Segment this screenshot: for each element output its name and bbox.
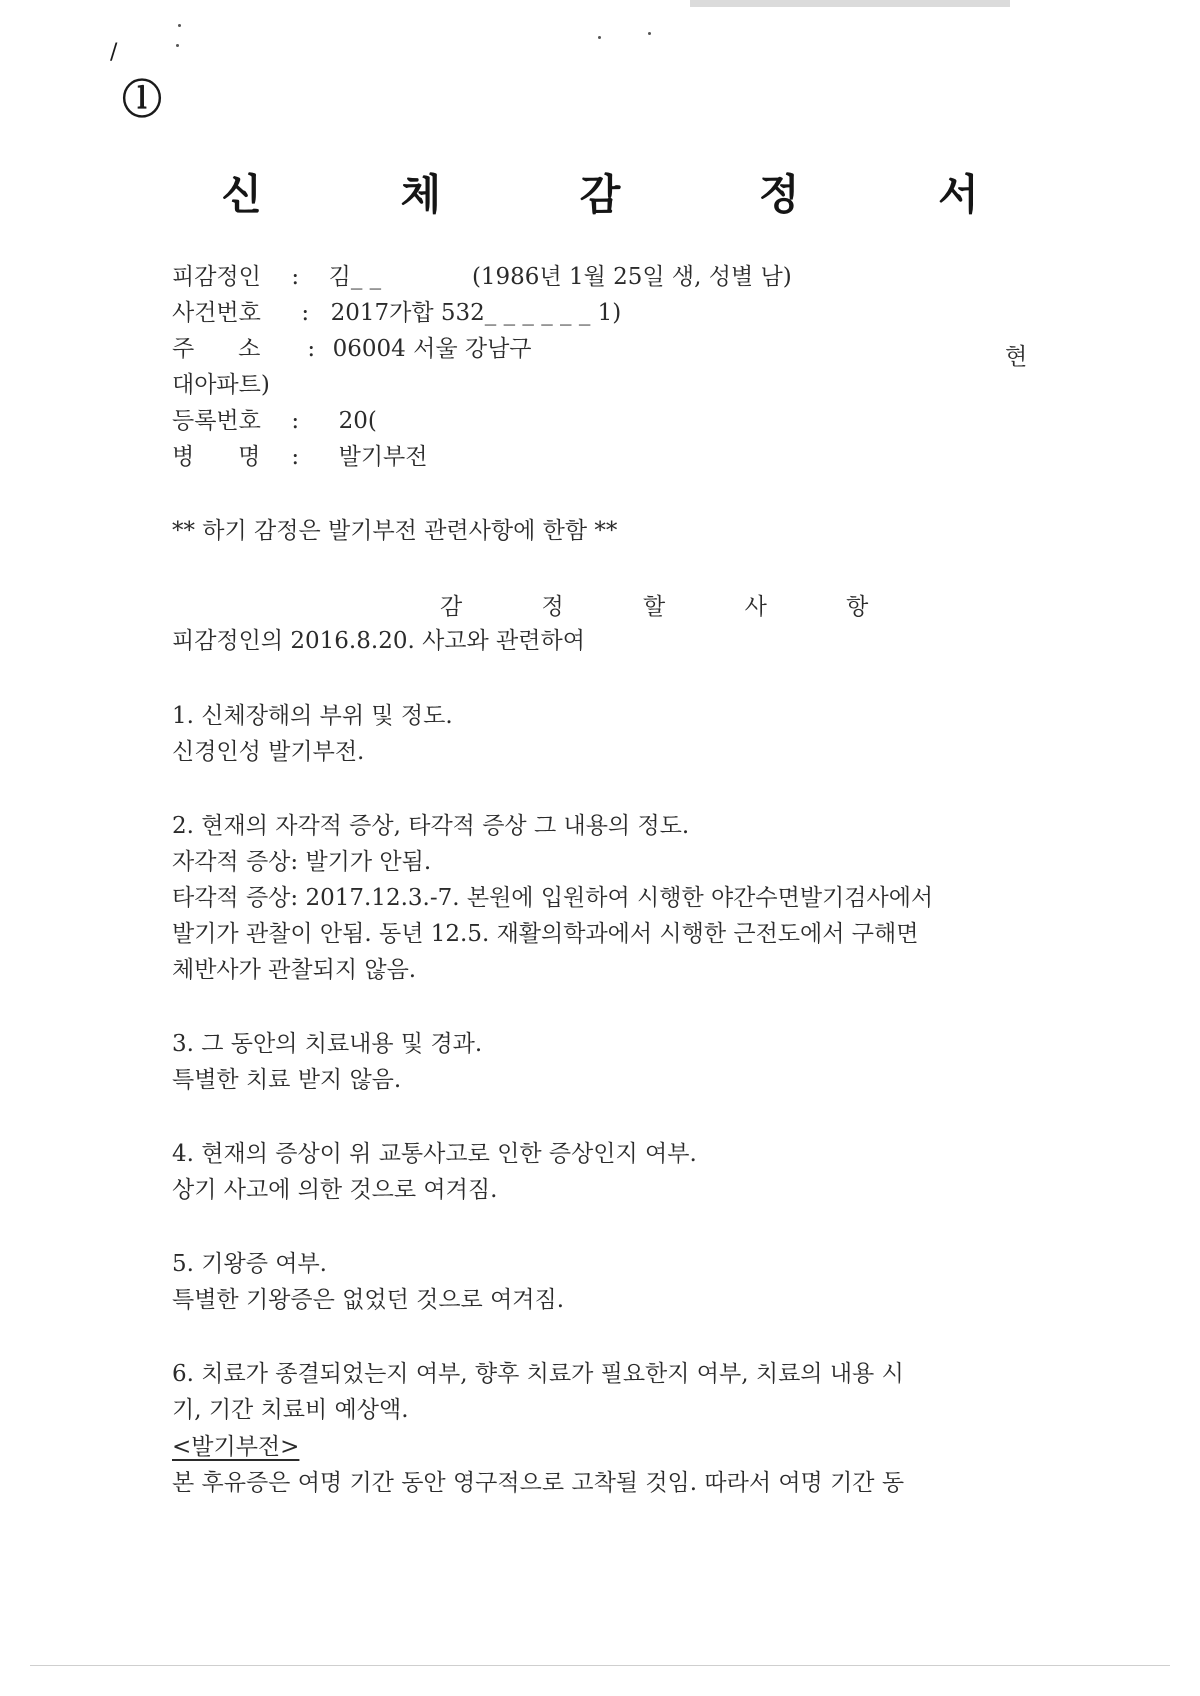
field-label: 병 명 [172,444,261,470]
item-answer: 특별한 치료 받지 않음. [172,1067,402,1093]
scope-note: ** 하기 감정은 발기부전 관련사항에 한함 ** [172,518,618,544]
document-title: 신 체 감 정 서 [221,170,1041,219]
item-answer: 기, 기간 치료비 예상액. [172,1397,409,1423]
field-address-end: 현 [1005,344,1028,370]
item-question: 6. 치료가 종결되었는지 여부, 향후 치료가 필요한지 여부, 치료의 내용 시 [172,1361,904,1387]
field-separator: : [291,408,300,434]
field-label: 사건번호 [172,300,261,326]
field-detail: (1986년 1월 25일 생, 성별 남) [471,264,792,290]
intro-line: 피감정인의 2016.8.20. 사고와 관련하여 [172,628,585,654]
item-answer: 자각적 증상: 발기가 안됨. [172,849,432,875]
handwritten-mark: / [110,40,118,65]
field-label: 등록번호 [172,408,261,434]
field-value: 06004 서울 강남구 [332,336,532,362]
item-question: 1. 신체장해의 부위 및 정도. [172,703,453,729]
scan-artifact [690,0,1010,7]
item-answer: 발기가 관찰이 안됨. 동년 12.5. 재활의학과에서 시행한 근전도에서 구해면 [172,921,919,947]
item-answer: 특별한 기왕증은 없었던 것으로 여겨짐. [172,1287,565,1313]
field-label: 주 소 [172,336,261,362]
field-separator: : [301,300,310,326]
item-answer: 상기 사고에 의한 것으로 여겨짐. [172,1177,498,1203]
field-separator: : [291,444,300,470]
field-value: 발기부전 [338,444,428,470]
item-answer: 체반사가 관찰되지 않음. [172,957,417,983]
scan-dot [178,24,181,27]
item-answer: 신경인성 발기부전. [172,739,365,765]
field-subject [172,266,792,289]
item-answer: 타각적 증상: 2017.12.3.-7. 본원에 입원하여 시행한 야간수면발기검사에서 [172,885,934,911]
field-case-number [172,302,621,325]
scan-dot [176,44,179,47]
scan-dot [598,36,601,39]
item-question: 5. 기왕증 여부. [172,1251,327,1277]
item-question: 2. 현재의 자각적 증상, 타각적 증상 그 내용의 정도. [172,813,690,839]
handwritten-page-number: ⓛ [122,77,162,123]
field-registration-number [172,410,377,433]
scan-dot [648,32,651,35]
field-separator: : [307,336,316,362]
subheading: <발기부전> [172,1434,300,1460]
field-value: 20( [338,408,377,434]
field-address [172,338,532,361]
field-value: 2017가합 532_ _ _ _ _ _ 1) [330,300,622,326]
field-diagnosis [172,446,428,469]
field-value: 김_ _ [328,264,382,290]
field-address-continued: 대아파트) [172,372,270,398]
closing-paragraph: 본 후유증은 여명 기간 동안 영구적으로 고착될 것임. 따라서 여명 기간 동 [172,1470,905,1496]
section-heading: 감 정 할 사 항 [440,594,905,620]
field-label: 피감정인 [172,264,261,290]
item-question: 4. 현재의 증상이 위 교통사고로 인한 증상인지 여부. [172,1141,697,1167]
scan-edge [30,1665,1170,1666]
item-question: 3. 그 동안의 치료내용 및 경과. [172,1031,483,1057]
field-separator: : [291,264,300,290]
